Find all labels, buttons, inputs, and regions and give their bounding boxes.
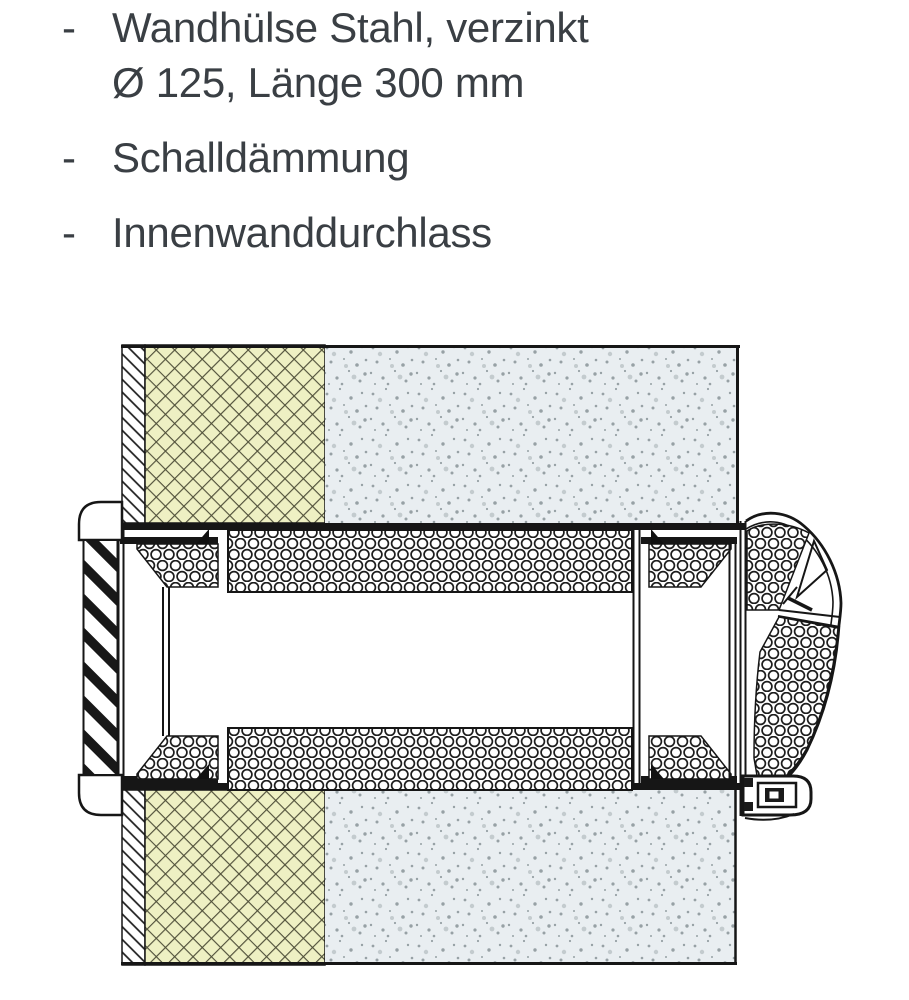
bullet-dash: - <box>62 209 76 256</box>
bullet-dash: - <box>62 4 76 51</box>
latch-pin <box>744 802 753 811</box>
list-item <box>62 0 882 110</box>
wall-section-bottom <box>121 790 737 965</box>
insulation-layer <box>145 790 325 965</box>
interior-grille <box>79 502 122 815</box>
bullet-line: Wandhülse Stahl, verzinkt <box>112 4 589 51</box>
list-item <box>62 205 882 260</box>
plaster-layer <box>122 790 145 965</box>
sleeve-outer-shell <box>117 523 746 530</box>
hood-damping-upper <box>747 524 809 610</box>
bullet-dash: - <box>62 134 76 181</box>
technical-drawing <box>0 340 909 1000</box>
bullet-line: Schalldämmung <box>112 134 410 181</box>
hood-deflector-vane <box>788 598 812 610</box>
bullet-line: Innenwanddurchlass <box>112 209 492 256</box>
bullet-line: Ø 125, Länge 300 mm <box>112 59 525 106</box>
plaster-layer <box>122 345 145 523</box>
bullet-text <box>112 205 492 260</box>
list-item <box>62 130 882 185</box>
wall-section-top <box>121 345 740 523</box>
section-drawing-svg <box>0 340 909 1000</box>
hood-latch <box>743 776 811 820</box>
bullet-text <box>112 0 589 110</box>
latch-slider-slot <box>770 792 779 799</box>
sound-damping-liner-bottom <box>228 728 632 790</box>
insulation-layer <box>145 345 325 523</box>
latch-pin <box>744 778 753 787</box>
grille-louvers <box>84 540 118 775</box>
grille-cap-bottom <box>79 775 122 815</box>
concrete-layer <box>325 345 739 523</box>
feature-list <box>62 0 882 260</box>
bullet-text <box>112 130 409 185</box>
concrete-layer <box>325 790 736 965</box>
sound-damping-liner-top <box>228 530 632 592</box>
grille-cap-top <box>79 502 122 540</box>
